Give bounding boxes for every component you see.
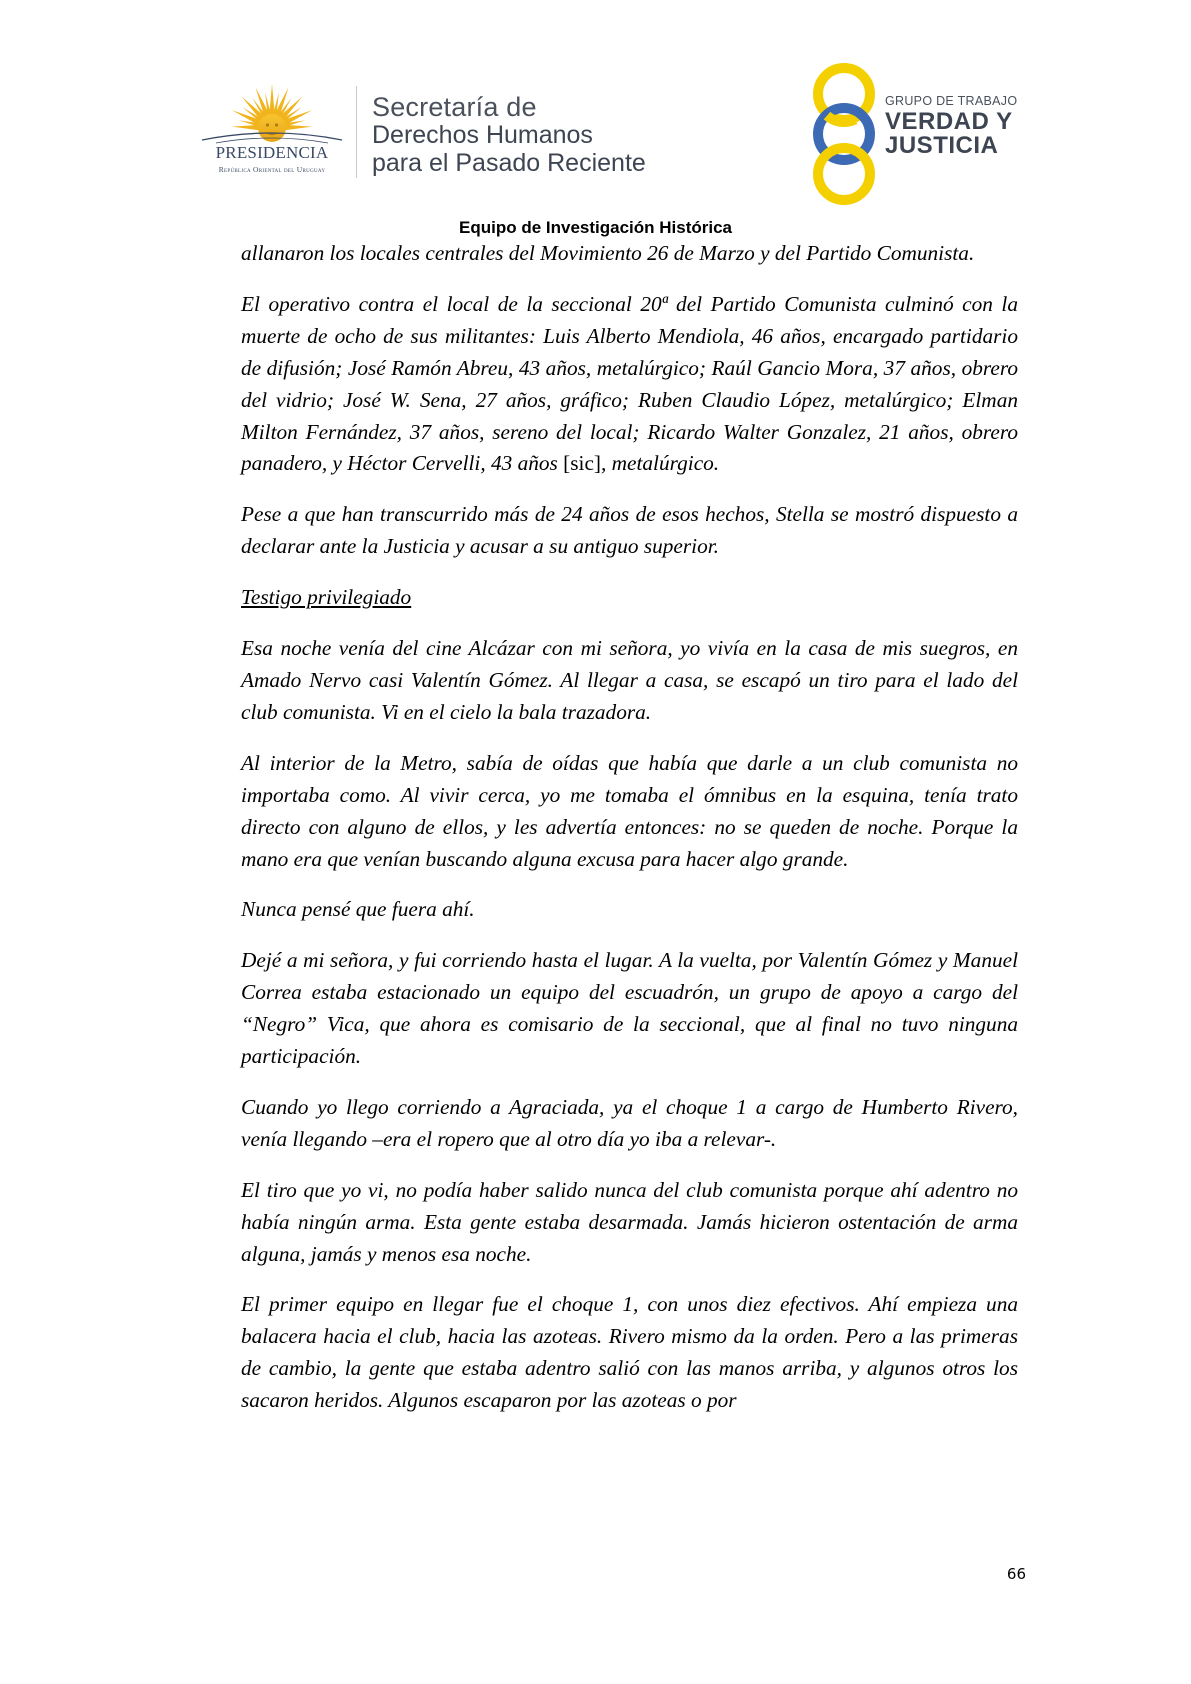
paragraph-9: El tiro que yo vi, no podía haber salido nunca del club comunista porque ahí adentro no había ningún arma. Esta gente estaba desarmada. Jamás hicieron ostentación de arma alguna, jamás y menos esa noche.: [241, 1177, 1018, 1266]
paragraph-2-text: El operativo contra el local de la seccional 20ª del Partido Comunista culminó con la muerte de ocho de sus militantes: Luis Alberto Mendiola, 46 años, encargado partidario de difusión; José Ramón Abreu, 43 años, metalúrgico; Raúl Gancio Mora, 37 años, obrero del vidrio; José W. Sena, 27 años, gráfico; Ruben Claudio López, metalúrgico; Elman Milton Fernández, 37 años, sereno del local; Ricardo Walter Gonzalez, 21 años, obrero panadero, y Héctor Cervelli, 43 años: [241, 291, 1018, 476]
paragraph-7: Dejé a mi señora, y fui corriendo hasta el lugar. A la vuelta, por Valentín Gómez y Manuel Correa estaba estacionado un equipo del escuadrón, un grupo de apoyo a cargo del “Negro” Vica, que ahora es comisario de la seccional, que al final no tuvo ninguna participación.: [241, 948, 1018, 1069]
paragraph-1: allanaron los locales centrales del Movimiento 26 de Marzo y del Partido Comunista.: [241, 241, 975, 265]
team-title: Equipo de Investigación Histórica: [459, 218, 732, 237]
secretaria-line-2: Derechos Humanos: [372, 121, 593, 149]
header-divider: [356, 86, 357, 178]
section-heading: Testigo privilegiado: [241, 585, 412, 610]
page-number: 66: [1006, 1565, 1026, 1583]
document-body: [241, 238, 1018, 1436]
paragraph-2-end: , metalúrgico.: [601, 451, 720, 476]
grupo-line-3: JUSTICIA: [885, 132, 999, 159]
presidencia-subtitle: República Oriental del Uruguay: [218, 165, 326, 174]
paragraph-8: Cuando yo llego corriendo a Agraciada, ya el choque 1 a cargo de Humberto Rivero, venía llegando –era el ropero que al otro día yo iba a relevar-.: [241, 1094, 1018, 1151]
secretaria-line-1: Secretaría de: [372, 92, 537, 122]
paragraph-4: Esa noche venía del cine Alcázar con mi señora, yo vivía en la casa de mis suegros, en Amado Nervo casi Valentín Gómez. Al llegar a casa, se escapó un tiro para el lado del club comunista. Vi en el cielo la bala trazadora.: [241, 636, 1018, 724]
paragraph-3: Pese a que han transcurrido más de 24 años de esos hechos, Stella se mostró dispuesto a declarar ante la Justicia y acusar a su antiguo superior.: [241, 502, 1018, 559]
grupo-line-1: GRUPO DE TRABAJO: [885, 94, 1018, 108]
secretaria-line-3: para el Pasado Reciente: [372, 149, 646, 177]
grupo-line-2: VERDAD Y: [885, 108, 1013, 135]
presidencia-name: PRESIDENCIA: [215, 143, 329, 162]
paragraph-6: Nunca pensé que fuera ahí.: [241, 897, 475, 922]
paragraph-5: Al interior de la Metro, sabía de oídas que había que darle a un club comunista no importaba como. Al vivir cerca, yo me tomaba el ómnibus en la esquina, tenía trato directo con alguno de ellos, y les advertía entonces: no se queden de noche. Porque la mano era que venían buscando alguna excusa para hacer algo grande.: [241, 750, 1018, 871]
sic-note: [sic]: [563, 451, 602, 476]
paragraph-2: [241, 289, 1018, 480]
page-header: [0, 0, 1191, 210]
paragraph-10: El primer equipo en llegar fue el choque 1, con unos diez efectivos. Ahí empieza una balacera hacia el club, hacia las azoteas. Rivero mismo da la orden. Pero a las primeras de cambio, la gente que estaba adentro salió con las manos arriba, y algunos otros los sacaron heridos. Algunos escaparon por las azoteas o por: [241, 1292, 1018, 1413]
